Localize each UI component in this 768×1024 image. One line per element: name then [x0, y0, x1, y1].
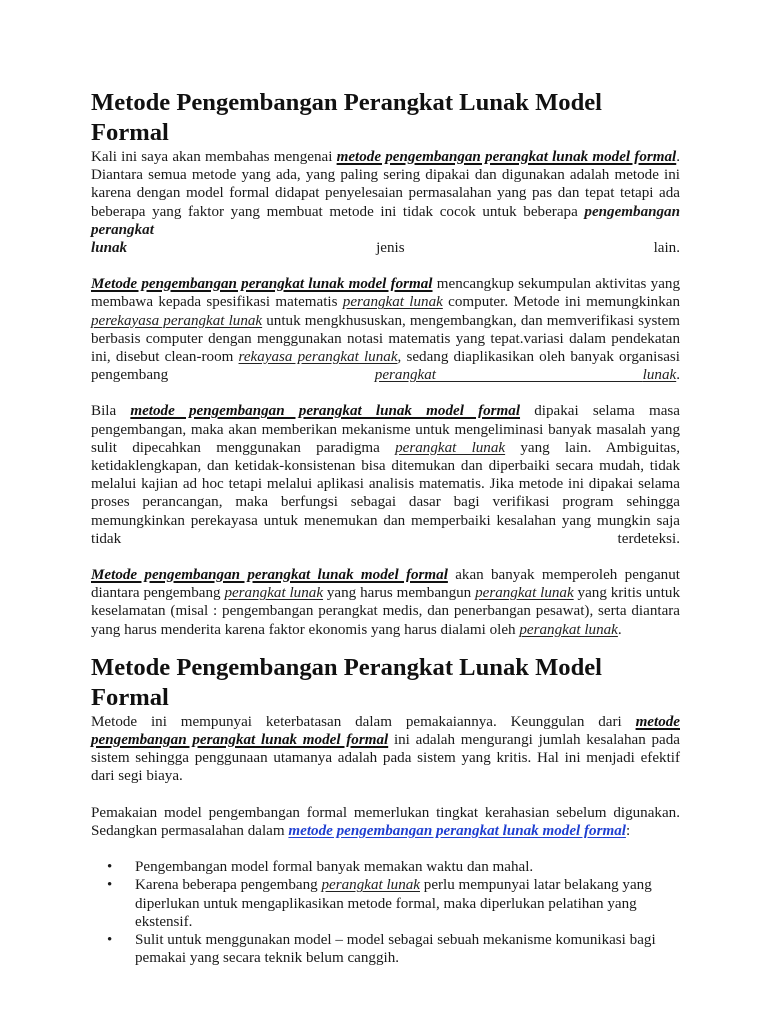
keyword-bold: pengembangan perangkat: [91, 203, 680, 238]
text: . Diantara semua metode yang ada, yang paling sering dipakai dan digunakan adalah metode ini karena dengan model formal didapat penyelesaian permasalahan yang pas dan tepat tetapi ada beberapa yang faktor yang membuat metode ini tidak cocok untuk beberapa: [91, 149, 681, 220]
keyword-link-blue[interactable]: metode pengembangan perangkat lunak model formal: [288, 822, 626, 839]
text: akan banyak memperoleh penganut diantara pengembang: [91, 567, 680, 602]
text: Bila: [91, 403, 131, 420]
text: , sedang diaplikasikan oleh banyak organisasi pengembang: [91, 349, 680, 384]
keyword-link[interactable]: metode pengembangan perangkat lunak model formal: [130, 403, 521, 420]
heading-1: Metode Pengembangan Perangkat Lunak Model Formal: [91, 89, 603, 146]
paragraph-5: [91, 713, 680, 786]
link-perekayasa[interactable]: perekayasa perangkat lunak: [91, 312, 263, 329]
paragraph-intro-end: [91, 239, 680, 257]
list-item: • Sulit untuk menggunakan model – model sebagai sebuah mekanisme komunikasi bagi pemakai yang secara teknik belum canggih.: [135, 931, 680, 967]
text: mencangkup sekumpulan aktivitas yang membawa kepada spesifikasi matematis: [91, 276, 680, 311]
text: .: [676, 367, 680, 384]
paragraph-3: [91, 402, 680, 548]
text: .: [617, 621, 622, 638]
text: :: [625, 822, 631, 839]
link-perangkat-lunak[interactable]: perangkat lunak: [342, 294, 443, 311]
text: Pemakaian model pengembangan formal memerlukan tingkat kerahasian sebelum digunakan. Sedangkan permasalahan dalam: [91, 804, 680, 839]
paragraph-6: [91, 804, 680, 840]
text: yang kritis untuk keselamatan (misal : pengembangan perangkat medis, dan penerbangan pesawat), serta diantara yang harus menderita karena faktor ekonomis yang harus dialami oleh: [91, 585, 680, 638]
list-item: • Karena beberapa pengembang perangkat lunak perlu mempunyai latar belakang yang diperlukan untuk mengaplikasikan metode formal, maka diperlukan pelatihan yang ekstensif.: [135, 876, 680, 931]
link-perangkat-lunak[interactable]: perangkat lunak: [321, 877, 420, 894]
paragraph-intro: [91, 148, 680, 239]
text: ini adalah mengurangi jumlah kesalahan pada sistem sehingga penggunaan utamanya adalah pada sistem yang kritis. Hal ini menjadi efektif dari segi biaya.: [91, 732, 680, 785]
paragraph-2: [91, 275, 680, 384]
text: terdeteksi.: [617, 530, 680, 547]
link-perangkat-lunak[interactable]: perangkat lunak: [519, 621, 618, 638]
text: jenis: [376, 240, 405, 257]
link-perangkat-lunak[interactable]: perangkat lunak: [374, 367, 677, 384]
link-perangkat-lunak[interactable]: perangkat lunak: [475, 585, 574, 602]
text: dipakai selama masa pengembangan, maka akan memberikan mekanisme untuk mengeliminasi banyak masalah yang sulit dipecahkan menggunakan paradigma: [91, 403, 680, 456]
text: yang lain. Ambiguitas, ketidaklengkapan, dan ketidak-konsistenan bisa ditemukan dan diperbaiki secara mudah, tidak melalui kajian ad hoc tetapi melalui aplikasi analisis matematis. Jika metode ini dipakai selama proses perancangan, maka berfungsi sebagai dasar bagi verifikasi program sehingga memungkinkan perekayasa untuk menemukan dan memperbaiki kesalahan yang mungkin saja tidak: [91, 439, 680, 547]
text: Kali ini saya akan membahas mengenai: [91, 149, 337, 165]
keyword-bold: lunak: [91, 240, 128, 257]
bullet-list: [91, 858, 680, 967]
text: Metode ini mempunyai keterbatasan dalam pemakaiannya. Keunggulan dari: [91, 713, 636, 730]
list-item: • Pengembangan model formal banyak memakan waktu dan mahal.: [135, 858, 680, 876]
link-perangkat-lunak[interactable]: perangkat lunak: [395, 439, 506, 456]
text: yang harus membangun: [323, 585, 476, 602]
keyword-link[interactable]: Metode pengembangan perangkat lunak model formal: [91, 276, 433, 293]
text: untuk mengkhususkan, mengembangkan, dan memverifikasi system berbasis computer dengan menggunakan notasi matematis yang tepat.variasi dalam pendekatan ini, disebut clean-room: [91, 312, 681, 366]
paragraph-4: [91, 566, 680, 639]
link-perangkat-lunak[interactable]: perangkat lunak: [224, 585, 324, 602]
keyword-link[interactable]: Metode pengembangan perangkat lunak model formal: [91, 567, 448, 584]
heading-2: Metode Pengembangan Perangkat Lunak Model Formal: [91, 653, 603, 711]
keyword-link[interactable]: metode pengembangan perangkat lunak model formal: [336, 149, 677, 165]
text: lain.: [653, 240, 680, 257]
text: computer. Metode ini memungkinkan: [442, 294, 680, 311]
link-rekayasa[interactable]: rekayasa perangkat lunak: [238, 349, 398, 366]
keyword-link[interactable]: metode pengembangan perangkat lunak model formal: [91, 713, 680, 749]
